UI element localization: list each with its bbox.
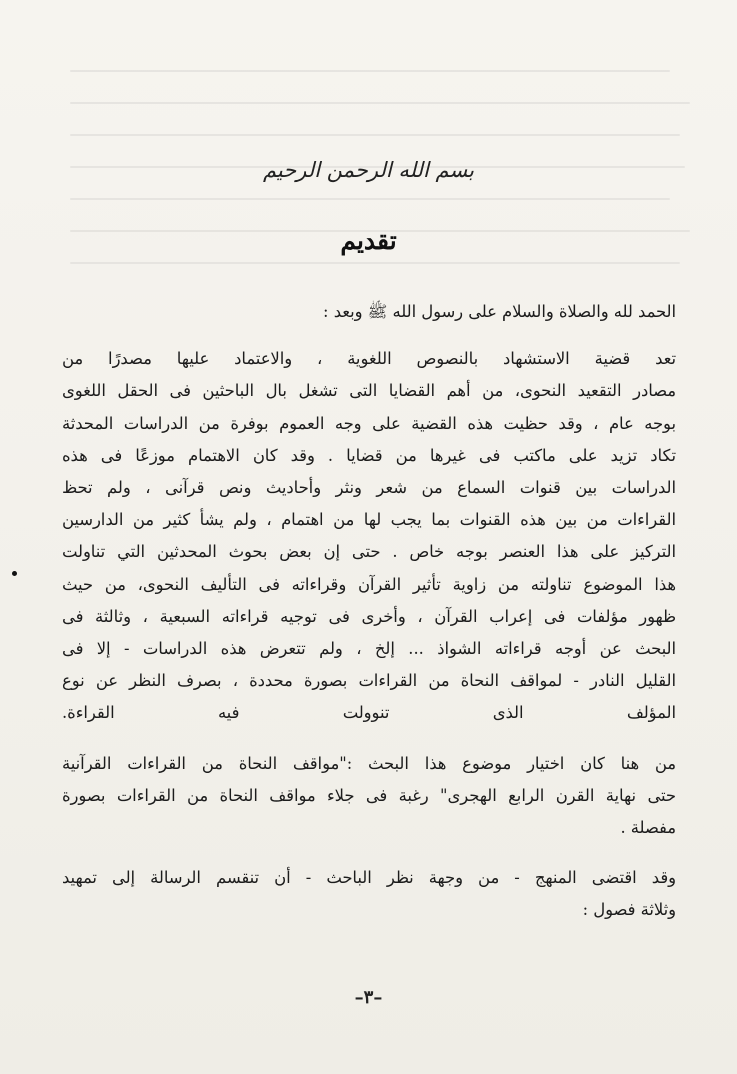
text-line: من هنا كان اختيار موضوع هذا البحث :"مواقف النحاة من القراءات القرآنية <box>62 753 676 773</box>
paragraph-4 <box>62 862 676 926</box>
text-line: التركيز على هذا العنصر بوجه خاص . حتى إن بعض بحوث المحدثين التي تناولت <box>62 542 676 562</box>
text-line: حتى نهاية القرن الرابع الهجرى" رغبة فى جلاء مواقف النحاة من القراءات بصورة <box>62 785 676 805</box>
text-line: القراءات من بين هذه القنوات بما يجب لها من اهتمام ، ولم يشأ كثير من الدارسين <box>62 510 676 530</box>
body-text <box>62 296 676 927</box>
text-line: وثلاثة فصول : <box>582 900 676 920</box>
text-line: بوجه عام ، وقد حظيت هذه القضية على وجه العموم بوفرة من الدراسات المحدثة <box>62 413 676 433</box>
page-title: تقديم <box>340 226 397 255</box>
text-line: القليل النادر - لمواقف النحاة من القراءات بصورة محددة ، بصرف النظر عن نوع <box>62 671 676 691</box>
text-line: مفصلة . <box>620 818 676 838</box>
text-line: الدراسات بين قنوات السماع من شعر ونثر وأحاديث ونص قرآنى ، ولم تحظ <box>62 478 676 498</box>
text-line: البحث عن أوجه قراءاته الشواذ ... إلخ ، ولم تتعرض هذه الدراسات - إلا فى <box>62 639 676 659</box>
paragraph-3 <box>62 748 676 845</box>
text-line: تكاد تزيد على ماكتب فى غيرها من قضايا . وقد كان الاهتمام موزعًا فى هذه <box>62 445 676 465</box>
text-line: الحمد لله والصلاة والسلام على رسول الله ﷺ وبعد : <box>323 302 676 321</box>
basmala: بسم الله الرحمن الرحيم <box>262 158 475 182</box>
text-line: وقد اقتضى المنهج - من وجهة نظر الباحث - أن تنقسم الرسالة إلى تمهيد <box>62 868 676 888</box>
text-line: المؤلف الذى تنوولت فيه القراءة. <box>62 703 676 723</box>
paragraph-2 <box>62 343 676 729</box>
paragraph-1 <box>62 296 676 328</box>
text-line: ظهور مؤلفات فى إعراب القرآن ، وأخرى فى توجيه قراءاته السبعية ، وثالثة فى <box>62 606 676 626</box>
text-line: تعد قضية الاستشهاد بالنصوص اللغوية ، والاعتماد عليها مصدرًا من <box>62 349 676 369</box>
text-line: هذا الموضوع تناولته من زاوية تأثير القرآن وقراءاته فى التأليف النحوى، من حيث <box>62 574 676 594</box>
text-line: مصادر التقعيد النحوى، من أهم القضايا التى تشغل بال الباحثين فى الحقل اللغوى <box>62 381 676 401</box>
page-number: –٣– <box>354 987 383 1008</box>
margin-mark <box>12 571 17 576</box>
